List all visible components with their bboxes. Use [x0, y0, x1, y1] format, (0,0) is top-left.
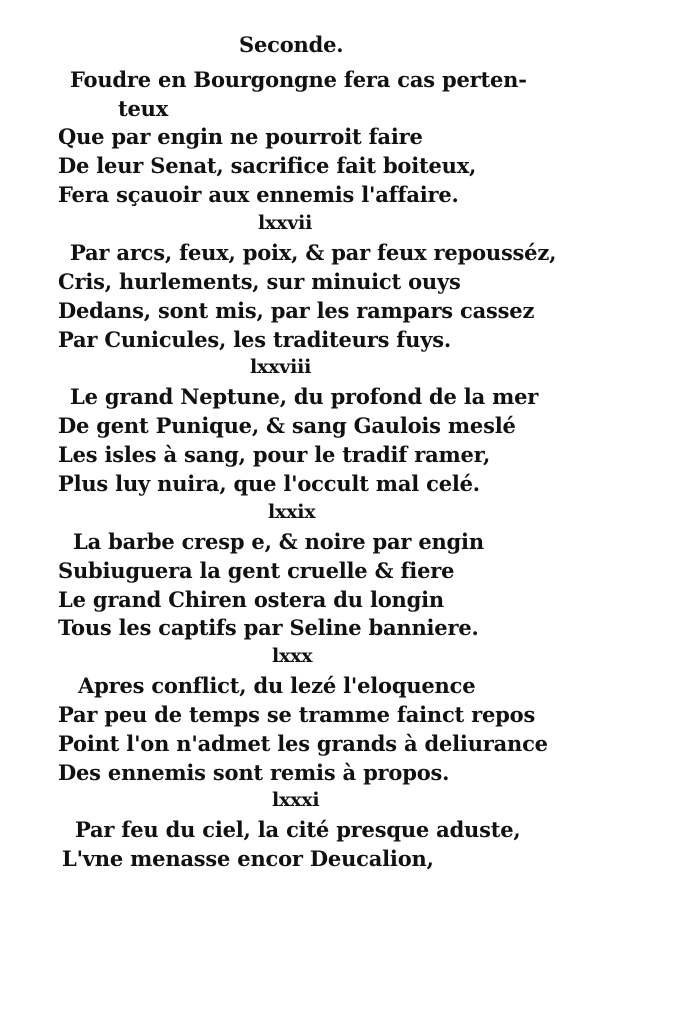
verse-line: Plus luy nuira, que l'occult mal celé. [58, 471, 480, 496]
verse-line: Que par engin ne pourroit faire [58, 124, 423, 149]
verse-line: Le grand Neptune, du profond de la mer [70, 384, 539, 409]
verse-line: Foudre en Bourgongne fera cas perten- [70, 67, 527, 92]
verse-line: Subiuguera la gent cruelle & fiere [58, 558, 455, 583]
verse-line: Le grand Chiren ostera du longin [58, 587, 444, 612]
verse-line: Par feu du ciel, la cité presque aduste, [75, 817, 521, 842]
verse-line: L'vne menasse encor Deucalion, [62, 846, 434, 871]
verse-line: Dedans, sont mis, par les rampars cassez [58, 298, 535, 323]
verse-line: La barbe cresp e, & noire par engin [73, 529, 484, 554]
verse-line: Par Cunicules, les traditeurs fuys. [58, 327, 451, 352]
verse-line: Fera sçauoir aux ennemis l'affaire. [58, 182, 459, 207]
verse-line: De leur Senat, sacrifice fait boiteux, [58, 153, 477, 178]
verse-line: Des ennemis sont remis à propos. [58, 760, 450, 785]
verse-line: Apres conflict, du lezé l'eloquence [78, 673, 476, 698]
verse-line: Point l'on n'admet les grands à deliurance [58, 731, 548, 756]
verse-line: teux [118, 96, 169, 121]
quatrain-number: lxxx [272, 645, 313, 667]
verse-line: Cris, hurlements, sur minuict ouys [58, 269, 461, 294]
quatrain-number: lxxviii [250, 356, 312, 378]
quatrain-number: lxxvii [258, 212, 313, 234]
verse-line: Par arcs, feux, poix, & par feux repousséz, [70, 240, 557, 265]
verse-line: Tous les captifs par Seline banniere. [58, 615, 479, 640]
quatrain-number: lxxxi [272, 789, 320, 811]
page-header: Seconde. [239, 32, 344, 57]
quatrain-number: lxxix [268, 501, 316, 523]
verse-line: Les isles à sang, pour le tradif ramer, [58, 442, 491, 467]
verse-line: De gent Punique, & sang Gaulois meslé [58, 413, 516, 438]
verse-line: Par peu de temps se tramme fainct repos [58, 702, 536, 727]
